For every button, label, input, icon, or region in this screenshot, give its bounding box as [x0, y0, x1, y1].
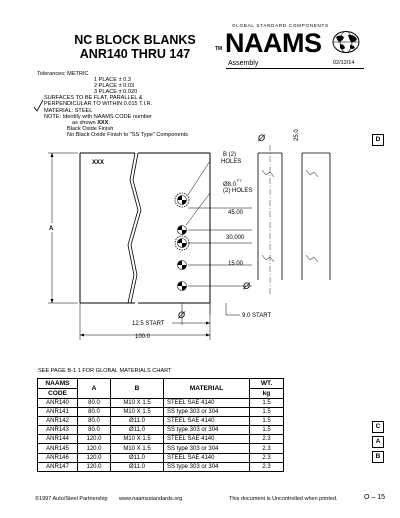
shown-as-text: as shown [72, 119, 98, 126]
footer-copyright: ©1997 Auto/Steel Partnership [35, 496, 108, 502]
block-front-view [80, 153, 210, 303]
cell-wt: 2.3 [250, 444, 284, 453]
header-b: B [111, 379, 164, 399]
cell-code: ANR142 [38, 417, 78, 426]
block-drawing [30, 125, 375, 350]
cell-material: STEEL SAE 4140 [164, 399, 250, 408]
table-row [38, 417, 284, 426]
dimension-100: 100.0 [135, 334, 151, 340]
section-tab-b[interactable]: B [372, 451, 384, 463]
globe-icon [331, 30, 361, 54]
table-row [38, 426, 284, 435]
cell-code: ANR143 [38, 426, 78, 435]
block-side-view [258, 145, 282, 295]
cell-material: STEEL SAE 4140 [164, 417, 250, 426]
cell-material: SS type 303 or 304 [164, 444, 250, 453]
cell-code: ANR146 [38, 453, 78, 462]
global-standard-components-label: GLOBAL STANDARD COMPONENTS [232, 23, 329, 28]
dimension-25: 25.0 [294, 129, 300, 141]
cell-a: 120.0 [78, 435, 111, 444]
table-row [38, 462, 284, 471]
cell-a: 120.0 [78, 444, 111, 453]
cell-wt: 1.5 [250, 417, 284, 426]
cell-code: ANR147 [38, 462, 78, 471]
cell-a: 80.0 [78, 426, 111, 435]
section-tab-a[interactable]: A [372, 436, 384, 448]
threaded-hole-bottom [175, 236, 189, 250]
dowel-hole-count: (2) HOLES [223, 188, 253, 194]
naams-logo: NAAMS [225, 28, 322, 58]
cell-material: STEEL SAE 4140 [164, 453, 250, 462]
dimension-45: 45.00 [228, 210, 244, 216]
cell-a: 80.0 [78, 408, 111, 417]
footer-website[interactable]: www.naamsstandards.org [119, 496, 183, 502]
cell-b: M10 X 1.5 [111, 435, 164, 444]
datum-origin-hole [178, 282, 187, 291]
tolerance-3-place: 3 PLACE ± 0.020 [94, 89, 138, 96]
table-row [38, 408, 284, 417]
cell-b: Ø11.0 [111, 462, 164, 471]
trademark-mark: TM [215, 46, 223, 52]
header-wt-1: WT. [250, 379, 284, 389]
footer-uncontrolled-notice: This document is Uncontrolled when printed. [229, 496, 338, 502]
ss-finish-note: No Black Oxide Finish to "SS Type" Components [67, 131, 189, 138]
section-tab-c[interactable]: C [372, 421, 384, 433]
cell-a: 80.0 [78, 399, 111, 408]
dimension-12-5-start: 12.5 START [132, 321, 165, 327]
header-wt-2: kg [250, 389, 284, 399]
tolerance-1-place: 1 PLACE ± 0.3 [94, 77, 131, 84]
surface-note-2: PERPENDICULAR TO WITHIN 0.015 T.I.R. [44, 101, 153, 108]
cell-wt: 2.3 [250, 453, 284, 462]
surface-note-1: SURFACES TO BE FLAT, PARALLEL & [44, 95, 143, 102]
cell-b: M10 X 1.5 [111, 444, 164, 453]
cell-code: ANR145 [38, 444, 78, 453]
table-row [38, 399, 284, 408]
material-note: MATERIAL: STEEL [44, 107, 93, 114]
tapped-hole-label-2: HOLES [221, 159, 242, 165]
revision-date: 02/12/14 [333, 60, 355, 66]
cell-wt: 1.5 [250, 408, 284, 417]
flatness-check-symbol [33, 98, 45, 114]
tapped-hole-label-1: B (2) [223, 152, 237, 158]
tolerance-2-place: 2 PLACE ± 0.03 [94, 83, 135, 90]
dimension-9-start: 9.0 START [242, 313, 272, 319]
header-a: A [78, 379, 111, 399]
header-code-2: CODE [38, 389, 78, 399]
cell-a: 120.0 [78, 453, 111, 462]
cell-wt: 1.5 [250, 426, 284, 435]
shown-as-code: XXX [97, 119, 109, 126]
cell-wt: 1.5 [250, 399, 284, 408]
page-title-line2: ANR140 THRU 147 [79, 47, 191, 61]
cell-b: M10 X 1.5 [111, 408, 164, 417]
component-table [37, 378, 284, 472]
table-row [38, 453, 284, 462]
materials-chart-reference: SEE PAGE B-1.1 FOR GLOBAL MATERIALS CHART [38, 368, 172, 374]
page-number: O – 15 [364, 494, 386, 501]
cell-wt: 2.3 [250, 435, 284, 444]
shown-as-period: . [108, 119, 110, 126]
cell-material: STEEL SAE 4140 [164, 435, 250, 444]
threaded-hole-top [175, 193, 189, 207]
dowel-hole-size: Ø8.0 [223, 182, 237, 188]
cell-b: Ø11.0 [111, 426, 164, 435]
cell-wt: 2.3 [250, 462, 284, 471]
dimension-a-label: A [49, 226, 54, 232]
dowel-hole-upper [178, 226, 187, 235]
cell-b: Ø11.0 [111, 453, 164, 462]
tolerance-label: Tolerances: METRIC [37, 71, 89, 77]
identify-note: NOTE: Identify with NAAMS CODE number [44, 113, 152, 120]
finish-note: Black Oxide Finish [67, 125, 114, 132]
table-row [38, 435, 284, 444]
section-tab-d[interactable]: D [372, 134, 384, 146]
cell-b: Ø11.0 [111, 417, 164, 426]
dimension-15: 15.00 [228, 261, 244, 267]
header-material: MATERIAL [164, 379, 250, 399]
cell-material: SS type 303 or 304 [164, 408, 250, 417]
cell-b: M10 X 1.5 [111, 399, 164, 408]
datum-symbol-side: Ø [258, 133, 266, 143]
cell-material: SS type 303 or 304 [164, 426, 250, 435]
datum-symbol-bottom: Ø [178, 310, 186, 320]
dimension-30: 30.000 [226, 235, 245, 241]
header-rule [226, 68, 364, 69]
assembly-label: Assembly [228, 60, 259, 67]
code-marker-xxx: XXX [92, 160, 105, 166]
cell-code: ANR141 [38, 408, 78, 417]
header-code-1: NAAMS [38, 379, 78, 389]
table-header-row-1 [38, 379, 284, 389]
table-row [38, 444, 284, 453]
cell-a: 120.0 [78, 462, 111, 471]
cell-a: 80.0 [78, 417, 111, 426]
dowel-hole-fit: F7 [237, 178, 242, 183]
cell-material: SS type 303 or 304 [164, 462, 250, 471]
datum-symbol-right: Ø [243, 281, 251, 291]
dowel-hole-lower [178, 261, 187, 270]
second-side-view [302, 153, 330, 280]
cell-code: ANR140 [38, 399, 78, 408]
cell-code: ANR144 [38, 435, 78, 444]
page-title-line1: NC BLOCK BLANKS [74, 33, 196, 47]
